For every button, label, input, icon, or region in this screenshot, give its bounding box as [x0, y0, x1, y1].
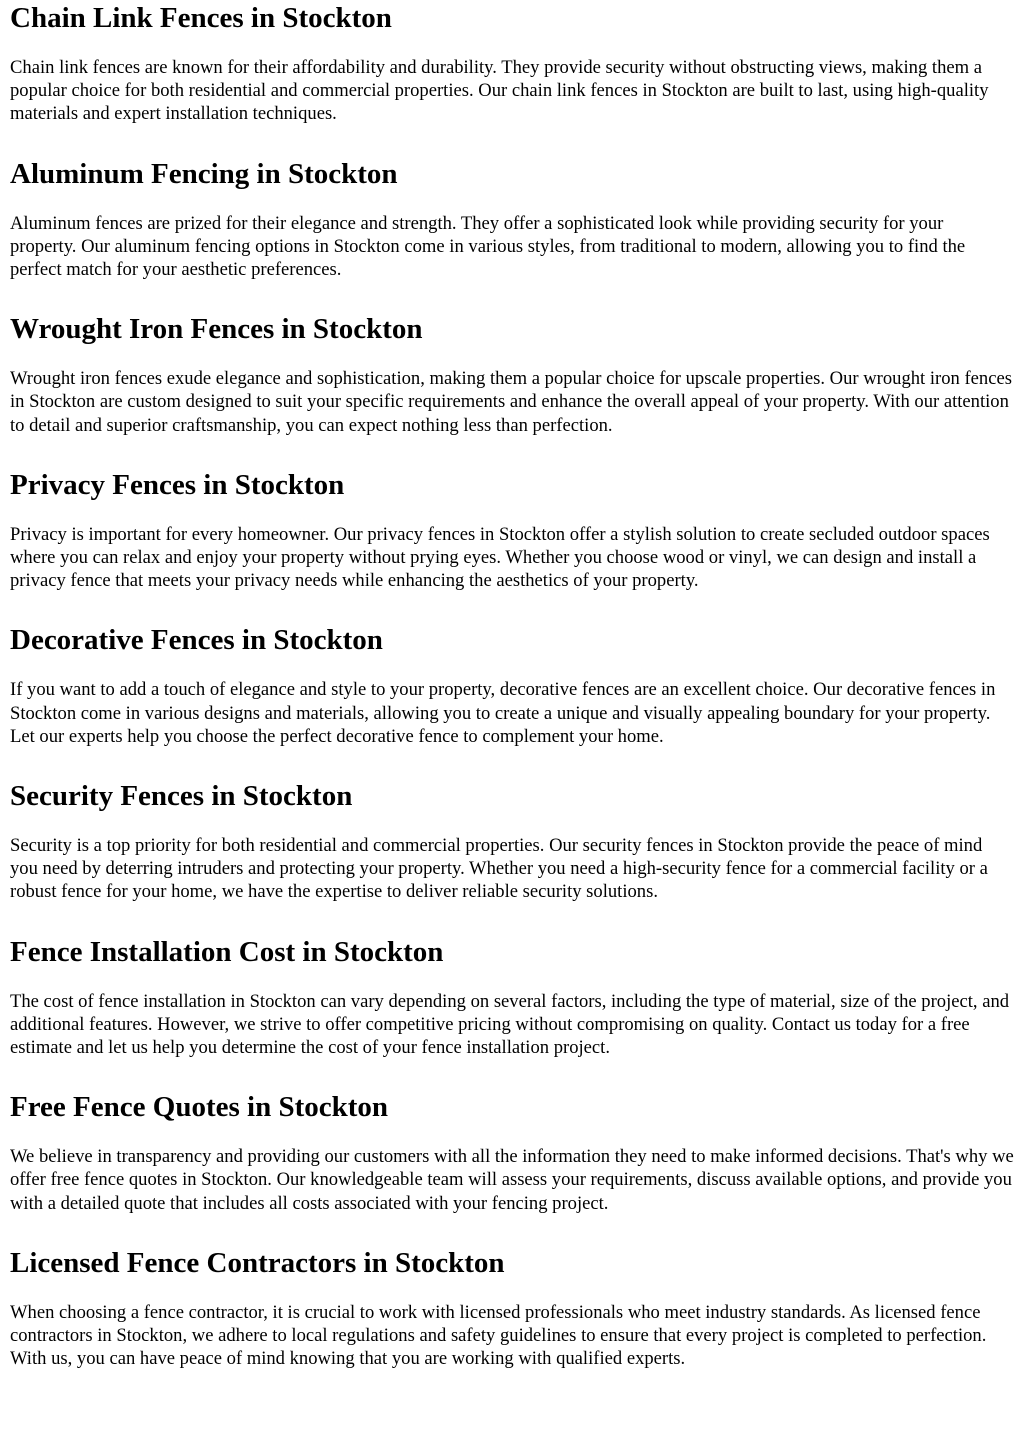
- section-licensed-contractors: [10, 1246, 1014, 1371]
- section-body: Security is a top priority for both residential and commercial properties. Our security fences in Stockton provide the peace of mind you need by deterring intruders and protecting your property. Whether you need a high-security fence for a commercial facility or a robust fence for your home, we have the expertise to deliver reliable security solutions.: [10, 835, 988, 903]
- section-free-quotes: [10, 1090, 1014, 1215]
- section-security: [10, 779, 1014, 904]
- section-body: Chain link fences are known for their affordability and durability. They provide security without obstructing views, making them a popular choice for both residential and commercial properties. Our chain link fences in Stockton are built to last, using high-quality materials and expert installation techniques.: [10, 57, 989, 125]
- section-body: When choosing a fence contractor, it is crucial to work with licensed professionals who meet industry standards. As licensed fence contractors in Stockton, we adhere to local regulations and safety guidelines to ensure that every project is completed to perfection. With us, you can have peace of mind knowing that you are working with qualified experts.: [10, 1301, 987, 1370]
- section-heading: Security Fences in Stockton: [10, 780, 353, 813]
- section-decorative: [10, 623, 1014, 748]
- section-chain-link: [10, 0, 1014, 126]
- section-heading: Aluminum Fencing in Stockton: [10, 157, 398, 190]
- section-heading: Wrought Iron Fences in Stockton: [10, 313, 423, 346]
- section-heading: Licensed Fence Contractors in Stockton: [10, 1246, 505, 1279]
- section-heading: Privacy Fences in Stockton: [10, 468, 345, 501]
- section-heading: Decorative Fences in Stockton: [10, 624, 383, 657]
- section-heading: Chain Link Fences in Stockton: [10, 2, 392, 34]
- section-installation-cost: [10, 935, 1014, 1060]
- section-body: Aluminum fences are prized for their elegance and strength. They offer a sophisticated look while providing security for your property. Our aluminum fencing options in Stockton come in various styles, from traditional to modern, allowing you to find the perfect match for your aesthetic preferences.: [10, 212, 966, 281]
- section-body: The cost of fence installation in Stockton can vary depending on several factors, including the type of material, size of the project, and additional features. However, we strive to offer competitive pricing without compromising on quality. Contact us today for a free estimate and let us help you determine the cost of your fence installation project.: [10, 990, 1010, 1059]
- section-body: If you want to add a touch of elegance and style to your property, decorative fences are an excellent choice. Our decorative fences in Stockton come in various designs and materials, allowing you to create a unique and visually appealing boundary for your property. Let our experts help you choose the perfect decorative fence to complement your home.: [10, 679, 996, 747]
- section-wrought-iron: [10, 312, 1014, 437]
- section-body: Wrought iron fences exude elegance and sophistication, making them a popular choice for upscale properties. Our wrought iron fences in Stockton are custom designed to suit your specific requirements and enhance the overall appeal of your property. With our attention to detail and superior craftsmanship, you can expect nothing less than perfection.: [10, 368, 1012, 436]
- section-privacy: [10, 468, 1014, 593]
- section-body: We believe in transparency and providing our customers with all the information they need to make informed decisions. That's why we offer free fence quotes in Stockton. Our knowledgeable team will assess your requirements, discuss available options, and provide you with a detailed quote that includes all costs associated with your fencing project.: [10, 1146, 1014, 1214]
- section-body: Privacy is important for every homeowner. Our privacy fences in Stockton offer a stylish solution to create secluded outdoor spaces where you can relax and enjoy your property without prying eyes. Whether you choose wood or vinyl, we can design and install a privacy fence that meets your privacy needs while enhancing the aesthetics of your property.: [10, 523, 990, 592]
- section-heading: Fence Installation Cost in Stockton: [10, 935, 444, 968]
- section-heading: Free Fence Quotes in Stockton: [10, 1091, 389, 1124]
- section-aluminum: [10, 157, 1014, 282]
